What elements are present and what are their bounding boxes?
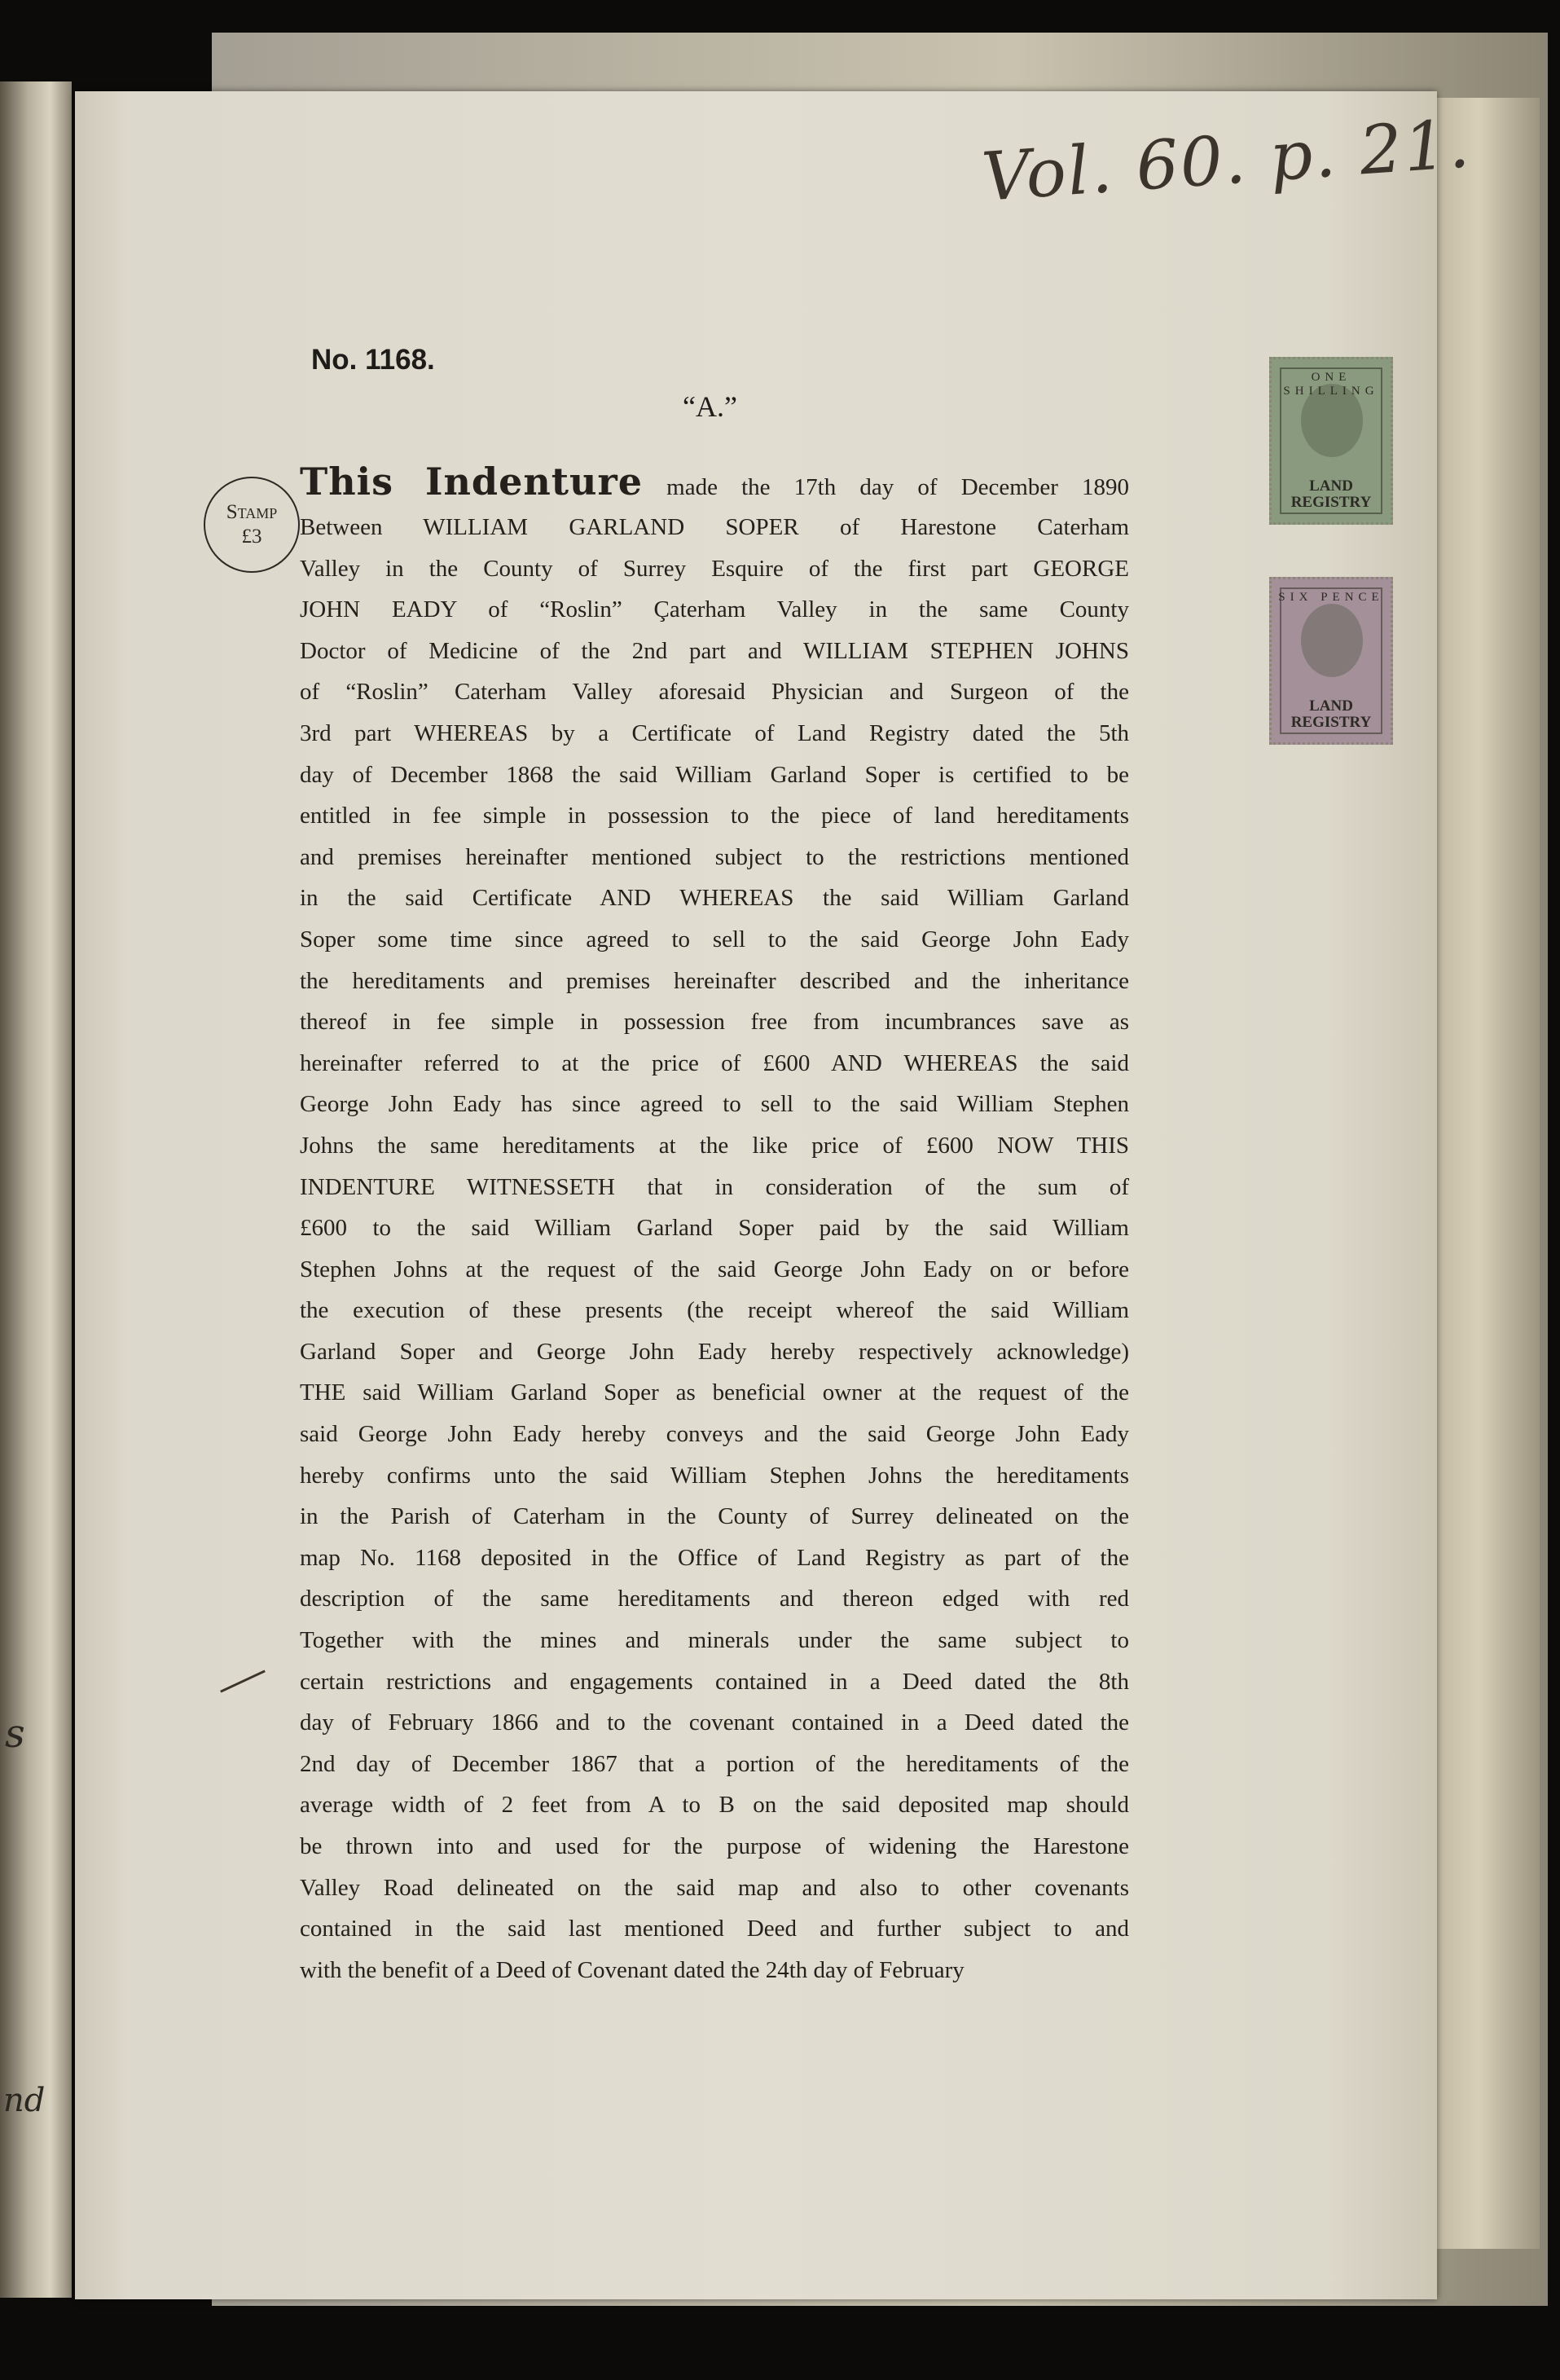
text-line: day of February 1866 and to the covenant contained in a Deed dated the <box>300 1709 1129 1736</box>
text-line: Garland Soper and George John Eady hereby respectively acknowledge) <box>300 1338 1129 1365</box>
text-line: 2nd day of December 1867 that a portion of the hereditaments of the <box>300 1750 1129 1777</box>
text-line: with the benefit of a Deed of Covenant dated the 24th day of February <box>300 1956 965 1983</box>
text-line: Together with the mines and minerals under the same subject to <box>300 1627 1129 1654</box>
text-line: said George John Eady hereby conveys and the said George John Eady <box>300 1421 1129 1448</box>
text-line: be thrown into and used for the purpose of widening the Harestone <box>300 1833 1129 1859</box>
stamp-denomination: ONE SHILLING <box>1283 371 1379 398</box>
text-line: Valley in the County of Surrey Esquire of the first part GEORGE <box>300 555 1129 582</box>
text-line: Doctor of Medicine of the 2nd part and WILLIAM STEPHEN JOHNS <box>300 637 1129 664</box>
text-line: hereby confirms unto the said William Stephen Johns the hereditaments <box>300 1462 1129 1489</box>
queen-portrait-icon <box>1301 604 1363 677</box>
indenture-body <box>300 456 1129 1991</box>
text-line: the hereditaments and premises hereinafter described and the inheritance <box>300 967 1129 994</box>
opening-line <box>300 456 1129 507</box>
text-line: 3rd part WHEREAS by a Certificate of Land Registry dated the 5th <box>300 719 1129 746</box>
text-line: description of the same hereditaments and thereon edged with red <box>300 1586 1129 1612</box>
text-line: Stephen Johns at the request of the said George John Eady on or before <box>300 1256 1129 1282</box>
text-line: hereinafter referred to at the price of £600 AND WHEREAS the said <box>300 1049 1129 1076</box>
stamp-label: LAND REGISTRY <box>1290 697 1372 731</box>
opening-clause: made the 17th day of December 1890 <box>666 474 1130 500</box>
left-page-handwriting: s <box>5 1711 25 1757</box>
text-line: George John Eady has since agreed to sell to the said William Stephen <box>300 1091 1129 1118</box>
text-line: INDENTURE WITNESSETH that in consideration of the sum of <box>300 1173 1129 1200</box>
text-line: contained in the said last mentioned Deed and further subject to and <box>300 1916 1129 1942</box>
text-line: THE said William Garland Soper as beneficial owner at the request of the <box>300 1379 1129 1406</box>
text-line: Johns the same hereditaments at the like price of £600 NOW THIS <box>300 1132 1129 1159</box>
text-line: and premises hereinafter mentioned subject to the restrictions mentioned <box>300 843 1129 870</box>
left-facing-page <box>0 81 72 2298</box>
text-line: map No. 1168 deposited in the Office of Land Registry as part of the <box>300 1544 1129 1571</box>
stamp-label: LAND REGISTRY <box>1290 477 1372 511</box>
text-line: Valley Road delineated on the said map and also to other covenants <box>300 1874 1129 1901</box>
stamp-duty-label: Stamp <box>226 501 278 523</box>
text-line: certain restrictions and engagements contained in a Deed dated the 8th <box>300 1668 1129 1695</box>
section-marker: “A.” <box>683 390 737 423</box>
stamp-denomination: SIX PENCE <box>1278 591 1384 604</box>
stamp-duty-circle <box>204 477 300 573</box>
text-line: in the Parish of Caterham in the County of Surrey delineated on the <box>300 1503 1129 1530</box>
text-line: day of December 1868 the said William Garland Soper is certified to be <box>300 761 1129 788</box>
document-number: No. 1168. <box>311 344 435 376</box>
text-line: £600 to the said William Garland Soper paid by the said William <box>300 1215 1129 1242</box>
indenture-heading: This Indenture <box>300 460 643 504</box>
revenue-stamp-six-pence <box>1269 577 1393 745</box>
text-line: thereof in fee simple in possession free from incumbrances save as <box>300 1009 1129 1036</box>
text-line: in the said Certificate AND WHEREAS the said William Garland <box>300 885 1129 912</box>
revenue-stamp-one-shilling <box>1269 357 1393 525</box>
text-line: JOHN EADY of “Roslin” Çaterham Valley in the same County <box>300 596 1129 623</box>
text-line: Soper some time since agreed to sell to the said George John Eady <box>300 926 1129 952</box>
volume-margin-note: Vol. 60. p. 21. <box>979 105 1474 217</box>
text-line: average width of 2 feet from A to B on the said deposited map should <box>300 1792 1129 1819</box>
text-line: entitled in fee simple in possession to the piece of land hereditaments <box>300 803 1129 829</box>
text-line: Between WILLIAM GARLAND SOPER of Harestone Caterham <box>300 514 1129 540</box>
stamp-duty-amount: £3 <box>241 526 262 548</box>
text-line: of “Roslin” Caterham Valley aforesaid Physician and Surgeon of the <box>300 679 1129 706</box>
text-line: the execution of these presents (the receipt whereof the said William <box>300 1297 1129 1324</box>
left-page-handwriting-2: nd <box>3 2082 46 2119</box>
